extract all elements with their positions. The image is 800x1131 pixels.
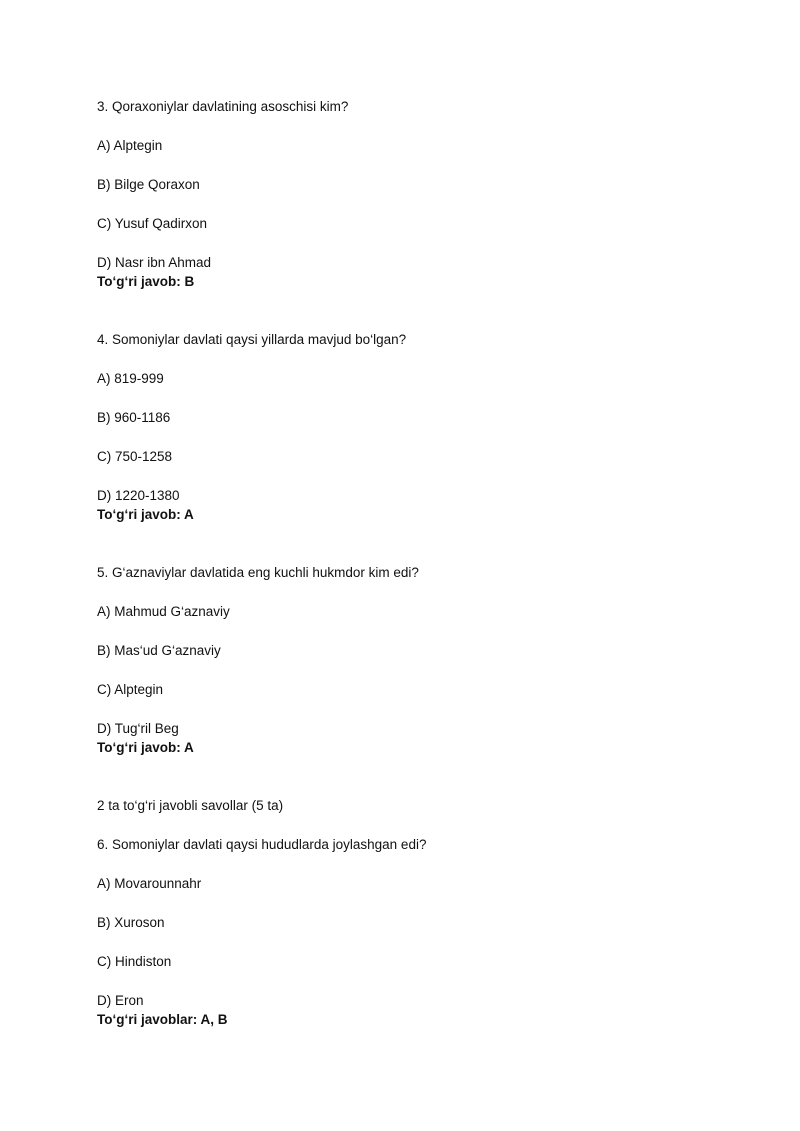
question-block	[97, 97, 717, 291]
option-c: C) 750-1258	[97, 449, 173, 464]
question-block	[97, 330, 717, 524]
option-b: B) Xuroson	[97, 915, 165, 930]
option-c: C) Alptegin	[97, 682, 164, 697]
option-c: C) Hindiston	[97, 954, 172, 969]
option-a: A) 819-999	[97, 371, 164, 386]
question-text: 3. Qoraxoniylar davlatining asoschisi kim?	[97, 99, 349, 114]
question-block	[97, 563, 717, 757]
option-c: C) Yusuf Qadirxon	[97, 216, 208, 231]
question-text: 4. Somoniylar davlati qaysi yillarda mavjud bo‘lgan?	[97, 332, 407, 347]
question-block	[97, 835, 717, 1029]
quiz-content	[97, 97, 717, 1068]
question-text: 6. Somoniylar davlati qaysi hududlarda joylashgan edi?	[97, 837, 427, 852]
option-d: D) Eron	[97, 993, 144, 1008]
option-a: A) Mahmud G‘aznaviy	[97, 604, 230, 619]
correct-answer: To‘g‘ri javoblar: A, B	[97, 1012, 228, 1027]
option-b: B) 960-1186	[97, 410, 171, 425]
option-a: A) Movarounnahr	[97, 876, 202, 891]
option-d: D) 1220-1380	[97, 488, 180, 503]
option-d: D) Tug‘ril Beg	[97, 721, 179, 736]
section-heading: 2 ta to‘g‘ri javobli savollar (5 ta)	[97, 798, 284, 813]
option-d: D) Nasr ibn Ahmad	[97, 255, 212, 270]
correct-answer: To‘g‘ri javob: A	[97, 740, 194, 755]
option-b: B) Mas‘ud G‘aznaviy	[97, 643, 221, 658]
option-b: B) Bilge Qoraxon	[97, 177, 200, 192]
question-text: 5. G‘aznaviylar davlatida eng kuchli hukmdor kim edi?	[97, 565, 419, 580]
correct-answer: To‘g‘ri javob: B	[97, 274, 195, 289]
correct-answer: To‘g‘ri javob: A	[97, 507, 194, 522]
option-a: A) Alptegin	[97, 138, 163, 153]
